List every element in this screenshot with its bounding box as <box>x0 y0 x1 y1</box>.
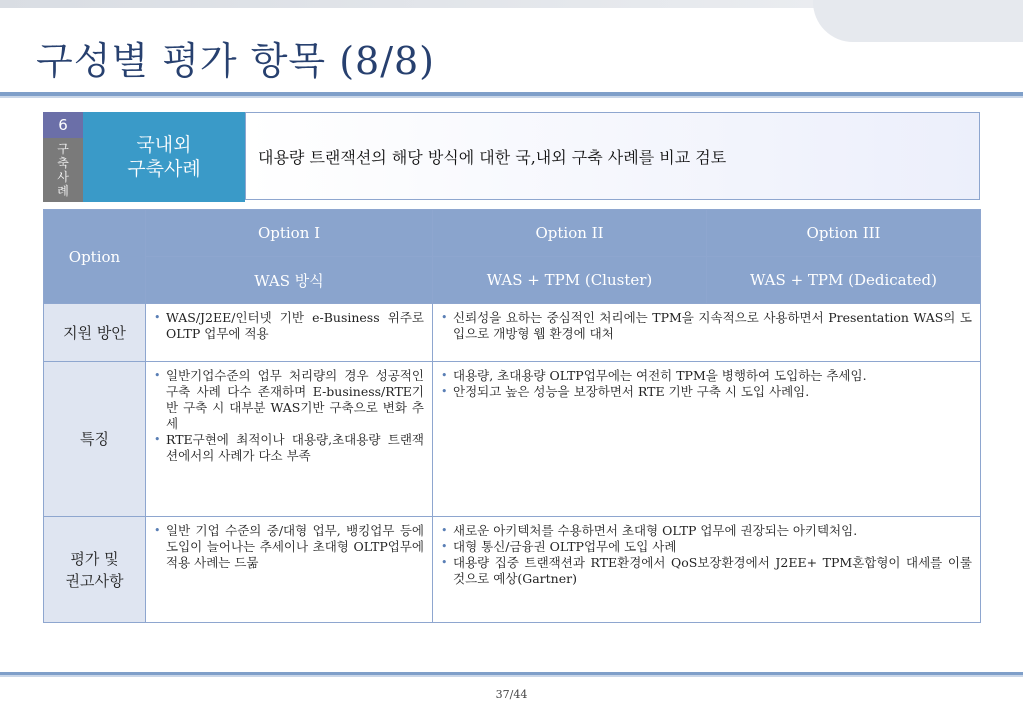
bullet-list <box>441 310 972 342</box>
list-item: • 일반기업수준의 업무 처리량의 경우 성공적인 구축 사례 다수 존재하며 E-business/RTE기반 구축 시 대부분 WAS기반 구축으로 변화 추세 <box>154 368 424 432</box>
list-item: • 안정되고 높은 성능을 보장하면서 RTE 기반 구축 시 도입 사례임. <box>441 384 972 400</box>
category-number: 6 <box>43 112 83 138</box>
list-item: • 대용량, 초대용량 OLTP업무에는 여전히 TPM을 병행하여 도입하는 추세임. <box>441 368 972 384</box>
list-item: • 신뢰성을 요하는 중심적인 처리에는 TPM을 지속적으로 사용하면서 Presentation WAS의 도입으로 개방형 웹 환경에 대처 <box>441 310 972 342</box>
bullet-list <box>154 310 424 342</box>
list-item: • 대형 통신/금융권 OLTP업무에 도입 사례 <box>441 539 972 555</box>
row-label: 지원 방안 <box>44 304 146 362</box>
option-3-header: Option III <box>707 210 981 257</box>
category-vertical-label <box>43 138 83 202</box>
footer-divider-light <box>0 675 1023 677</box>
top-decor-tab <box>813 0 1023 42</box>
row-label: 특징 <box>44 362 146 517</box>
list-item: • 일반 기업 수준의 중/대형 업무, 뱅킹업무 등에 도입이 늘어나는 추세이나 초대형 OLTP업무에 적용 사례는 드묾 <box>154 523 424 571</box>
list-item: • 새로운 아키텍처를 수용하면서 초대형 OLTP 업무에 권장되는 아키텍처임. <box>441 523 972 539</box>
bullet-list <box>154 368 424 464</box>
table-row <box>44 362 981 517</box>
list-item: • RTE구현에 최적이나 대용량,초대용량 트랜잭션에서의 사례가 다소 부족 <box>154 432 424 464</box>
slide-title: 구성별 평가 항목 (8/8) <box>36 39 436 83</box>
option-2-3-cell <box>433 517 981 623</box>
page-number: 37/44 <box>495 688 528 701</box>
list-item: • WAS/J2EE/인터넷 기반 e-Business 위주로 OLTP 업무에 적용 <box>154 310 424 342</box>
table-row <box>44 304 981 362</box>
option-1-cell <box>146 517 433 623</box>
bullet-list <box>441 368 972 400</box>
method-2-header: WAS + TPM (Cluster) <box>433 257 707 304</box>
option-1-cell <box>146 304 433 362</box>
category-name: 국내외 구축사례 <box>83 112 245 202</box>
option-1-header: Option I <box>146 210 433 257</box>
table-row <box>44 517 981 623</box>
method-3-header: WAS + TPM (Dedicated) <box>707 257 981 304</box>
option-1-cell <box>146 362 433 517</box>
bullet-list <box>154 523 424 571</box>
list-item: • 대용량 집중 트랜잭션과 RTE환경에서 QoS보장환경에서 J2EE+ TPM혼합형이 대세를 이룰 것으로 예상(Gartner) <box>441 555 972 587</box>
option-2-header: Option II <box>433 210 707 257</box>
option-2-3-cell <box>433 362 981 517</box>
bullet-list <box>441 523 972 587</box>
category-description: 대용량 트랜잭션의 해당 방식에 대한 국,내외 구축 사례를 비교 검토 <box>245 112 980 200</box>
option-2-3-cell <box>433 304 981 362</box>
evaluation-table <box>43 209 981 623</box>
title-divider-light <box>0 96 1023 98</box>
category-vertical-text: 구축사례 <box>57 142 69 198</box>
row-label: 평가 및 권고사항 <box>44 517 146 623</box>
method-1-header: WAS 방식 <box>146 257 433 304</box>
option-header: Option <box>44 210 146 304</box>
